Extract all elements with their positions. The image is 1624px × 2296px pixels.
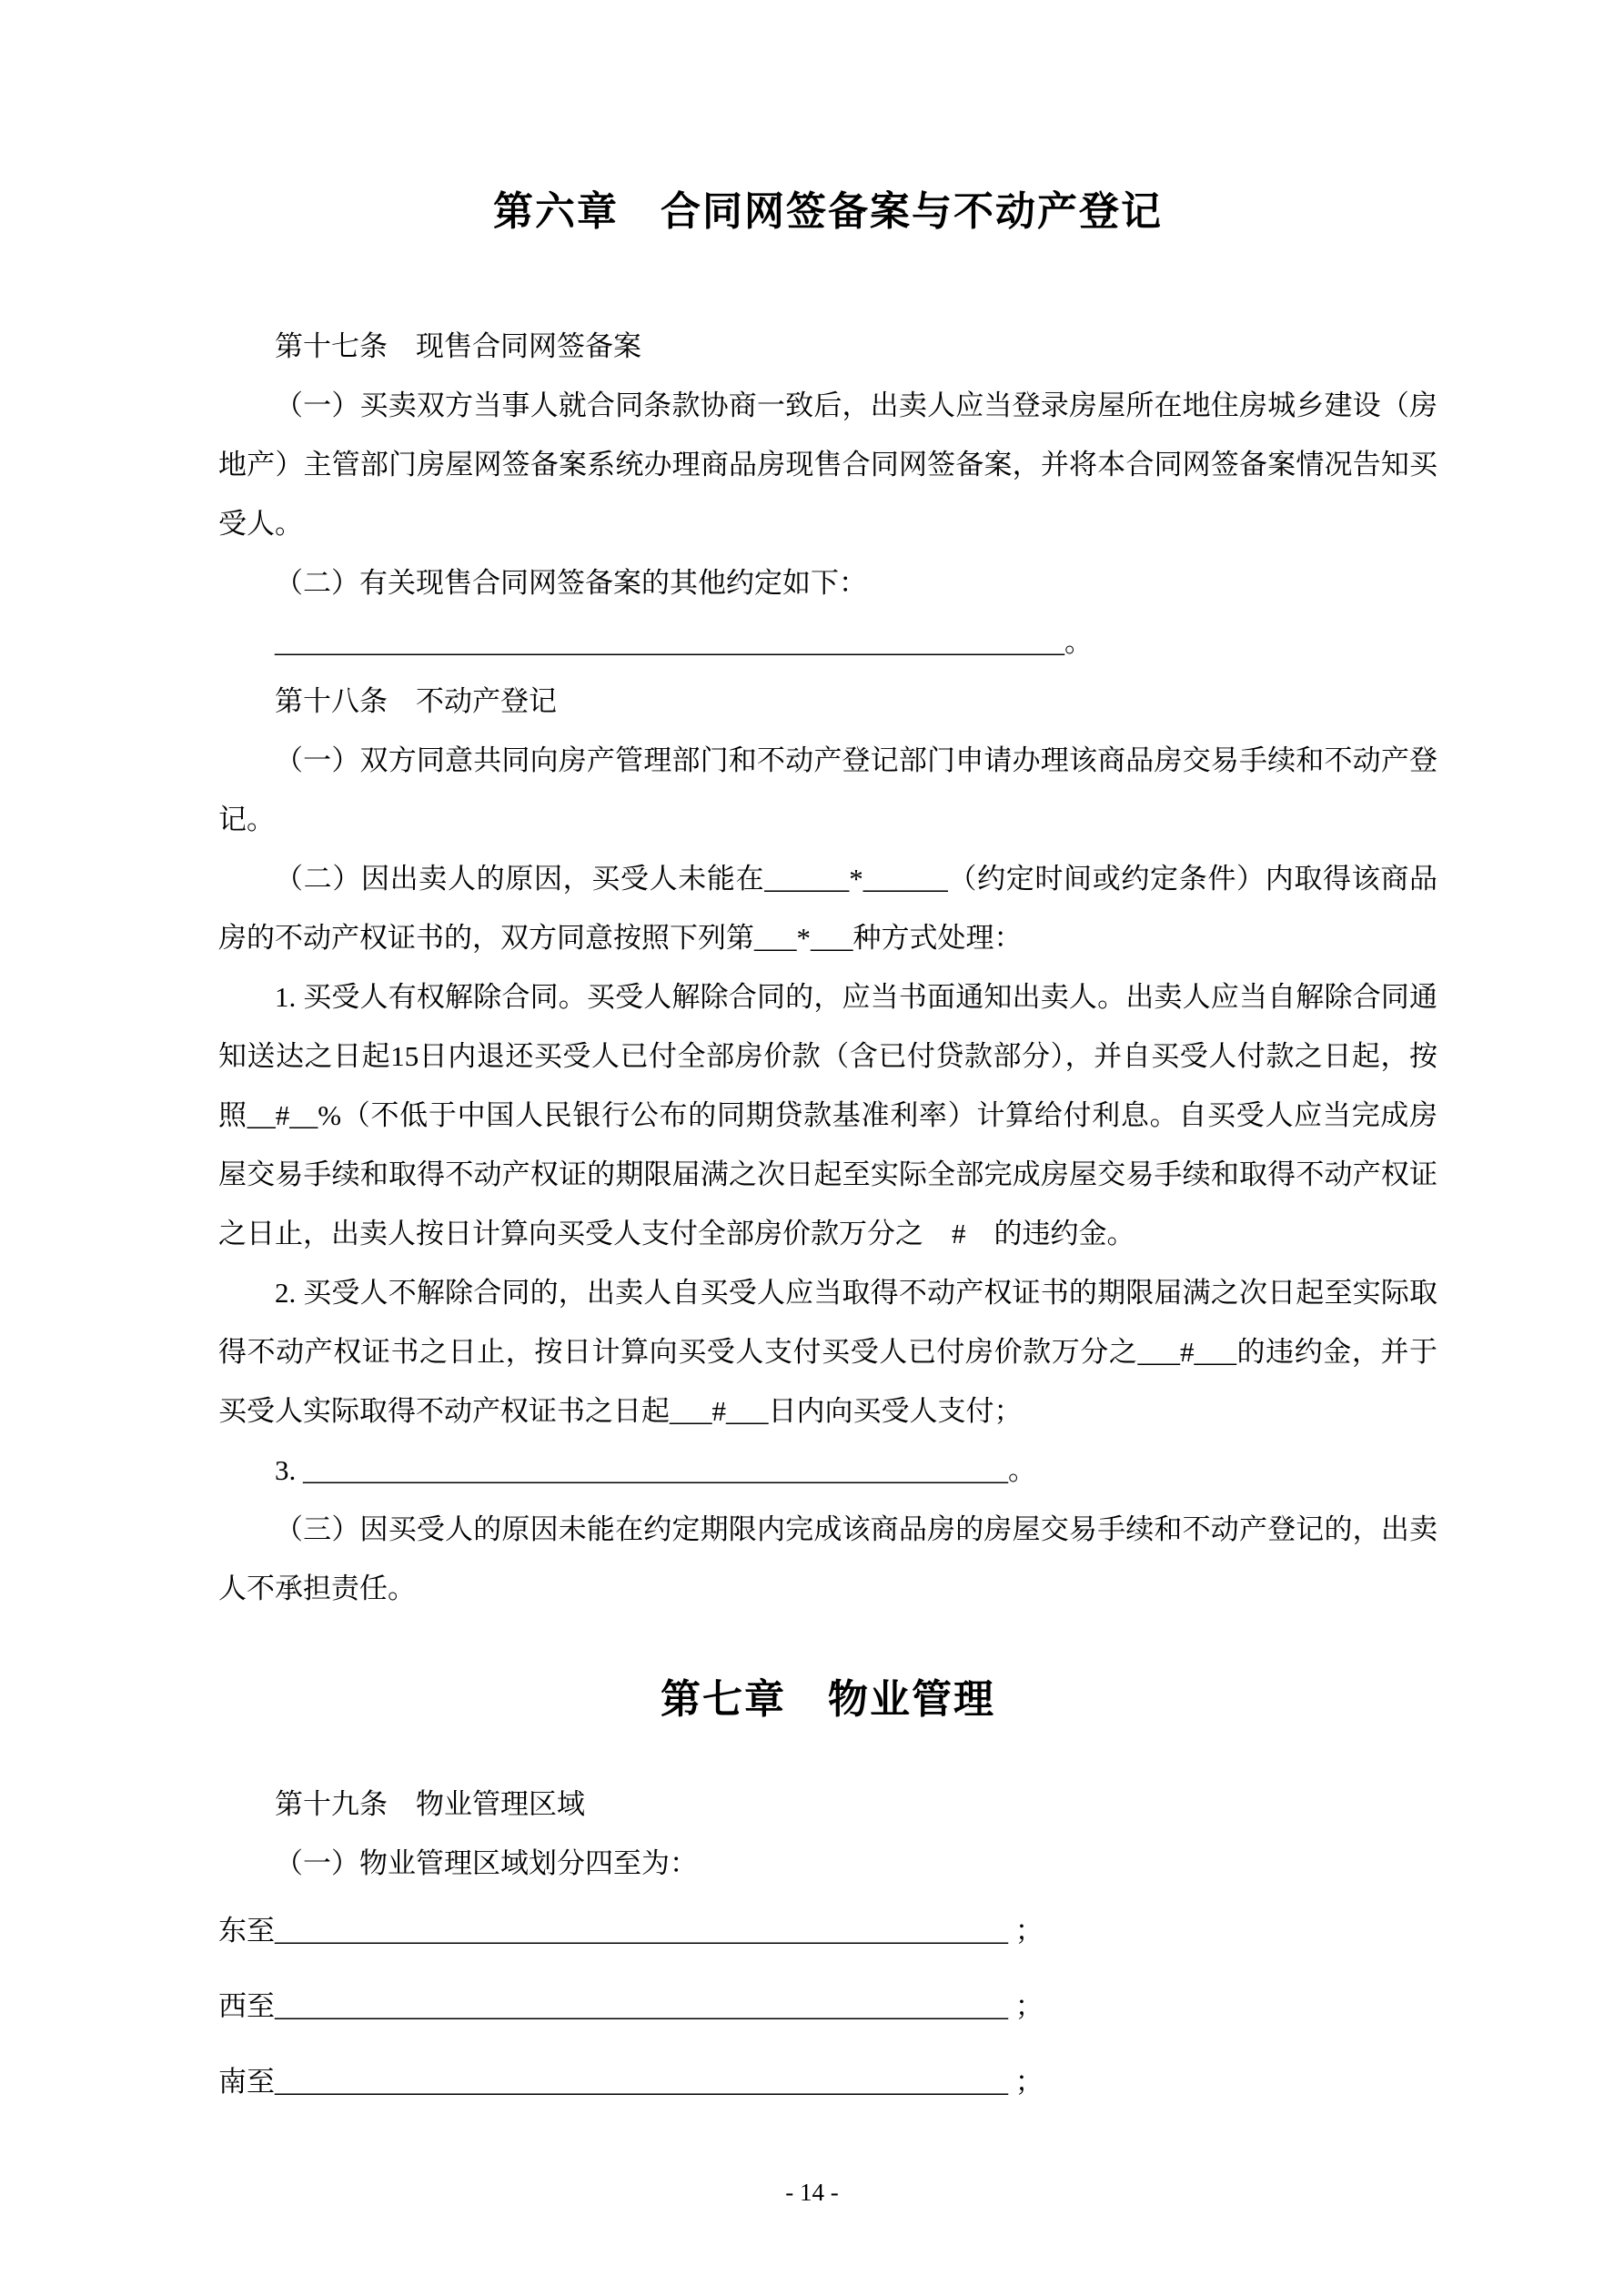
article-18-heading: 第十八条 不动产登记 <box>275 685 557 717</box>
chapter-6-title: 第六章 合同网签备案与不动产登记 <box>493 189 1163 234</box>
boundary-line-west: 西至____________________________________________________ ； <box>218 1990 1044 2022</box>
article-17-paragraph-1: （一）买卖双方当事人就合同条款协商一致后，出卖人应当登录房屋所在地住房城乡建设（房地产）主管部门房屋网签备案系统办理商品房现售合同网签备案，并将本合同网签备案情况告知买受人。 <box>218 389 1437 540</box>
chapter-7-title: 第七章 物业管理 <box>661 1677 995 1722</box>
page-number: - 14 - <box>785 2179 839 2206</box>
article-19-heading: 第十九条 物业管理区域 <box>275 1788 585 1820</box>
article-18-item-3-fill-in-blank-line: 3. __________________________________________________。 <box>275 1454 1036 1486</box>
article-18-paragraph-2: （二）因出卖人的原因，买受人未能在______*______（约定时间或约定条件）内取得该商品房的不动产权证书的，双方同意按照下列第___*___种方式处理： <box>218 863 1437 954</box>
article-18-paragraph-1: （一）双方同意共同向房产管理部门和不动产登记部门申请办理该商品房交易手续和不动产登记。 <box>218 744 1437 835</box>
article-18-item-2: 2. 买受人不解除合同的，出卖人自买受人应当取得不动产权证书的期限届满之次日起至实际取得不动产权证书之日止，按日计算向买受人支付买受人已付房价款万分之___#___的违约金，并于买受人实际取得不动产权证书之日起___#___日内向买受人支付； <box>218 1277 1437 1427</box>
boundary-line-south: 南至____________________________________________________ ； <box>218 2066 1044 2098</box>
article-17-paragraph-2: （二）有关现售合同网签备案的其他约定如下： <box>275 567 867 599</box>
article-18-item-1: 1. 买受人有权解除合同。买受人解除合同的，应当书面通知出卖人。出卖人应当自解除合同通知送达之日起15日内退还买受人已付全部房价款（含已付贷款部分），并自买受人付款之日起，按照__#__%（不低于中国人民银行公布的同期贷款基准利率）计算给付利息。自买受人应当完成房屋交易手续和取得不动产权证的期限届满之次日起至实际全部完成房屋交易手续和取得不动产权证之日止，出卖人按日计算向买受人支付全部房价款万分之 # 的违约金。 <box>218 981 1437 1249</box>
article-17-fill-in-blank-line: ________________________________________________________。 <box>275 626 1093 658</box>
article-19-paragraph-1: （一）物业管理区域划分四至为： <box>275 1847 698 1879</box>
document-content <box>218 187 1437 2119</box>
boundary-line-east: 东至____________________________________________________ ； <box>218 1915 1044 1947</box>
article-18-paragraph-3: （三）因买受人的原因未能在约定期限内完成该商品房的房屋交易手续和不动产登记的，出卖人不承担责任。 <box>218 1513 1437 1604</box>
article-17-heading: 第十七条 现售合同网签备案 <box>275 330 641 362</box>
